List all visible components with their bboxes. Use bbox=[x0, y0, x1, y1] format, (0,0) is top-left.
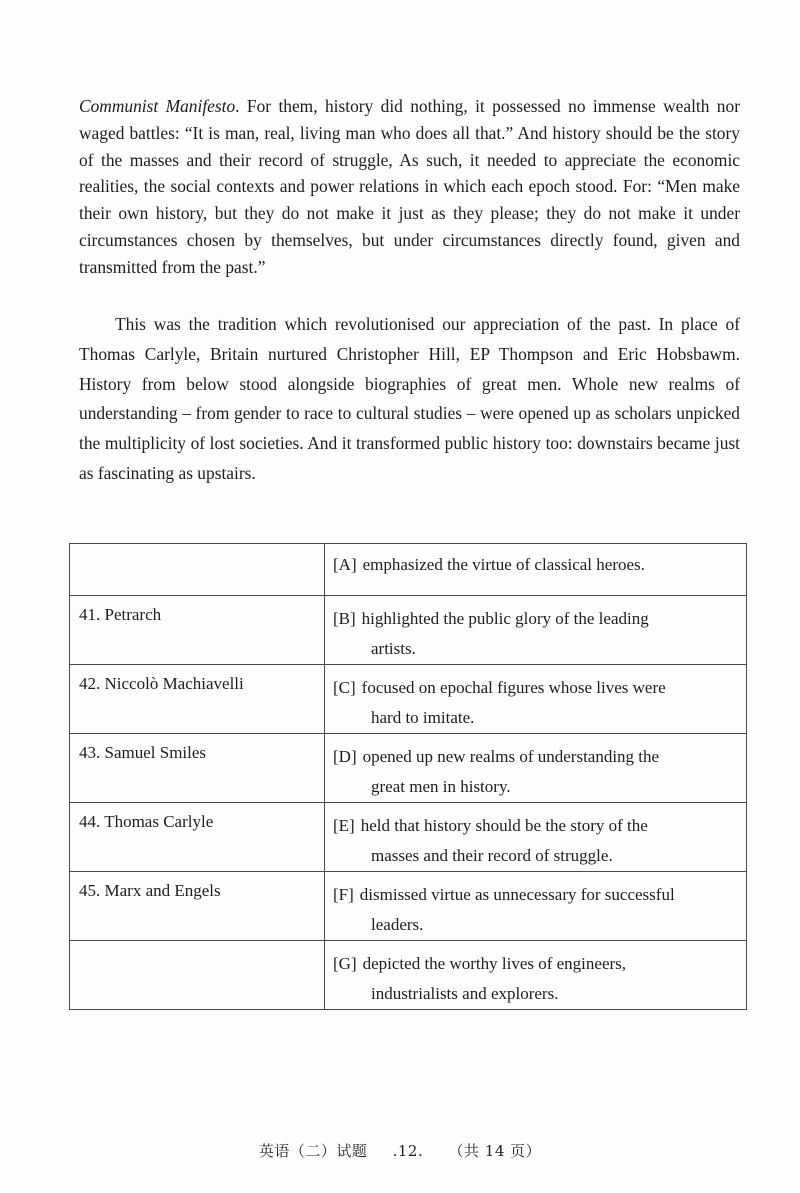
option-first-line bbox=[333, 673, 738, 703]
option-letter: [C] bbox=[333, 678, 356, 697]
person-name-cell bbox=[70, 941, 325, 1010]
person-name-cell: 43. Samuel Smiles bbox=[70, 734, 325, 803]
matching-table bbox=[69, 543, 747, 1010]
option-letter: [A] bbox=[333, 555, 357, 574]
option-text: dismissed virtue as unnecessary for successful bbox=[359, 885, 675, 904]
option-first-line bbox=[333, 949, 738, 979]
option-cell bbox=[325, 872, 747, 941]
table-row bbox=[70, 734, 747, 803]
option-continuation: hard to imitate. bbox=[371, 708, 475, 727]
option-cell bbox=[325, 544, 747, 596]
table-row bbox=[70, 665, 747, 734]
option-first-line bbox=[333, 550, 738, 580]
option-text: highlighted the public glory of the leading bbox=[361, 609, 649, 628]
option-first-line bbox=[333, 811, 738, 841]
option-text: focused on epochal figures whose lives were bbox=[361, 678, 666, 697]
footer-total-pages: （共 14 页） bbox=[448, 1142, 542, 1160]
option-letter: [G] bbox=[333, 954, 357, 973]
option-continuation: artists. bbox=[371, 639, 416, 658]
person-name-cell: 42. Niccolò Machiavelli bbox=[70, 665, 325, 734]
person-name-cell bbox=[70, 544, 325, 596]
option-cell bbox=[325, 665, 747, 734]
table-row bbox=[70, 872, 747, 941]
footer-page-number: .12. bbox=[392, 1142, 424, 1160]
option-cell bbox=[325, 941, 747, 1010]
option-text: opened up new realms of understanding the bbox=[362, 747, 660, 766]
option-continuation: leaders. bbox=[371, 915, 424, 934]
footer-subject: 英语（二）试题 bbox=[258, 1142, 368, 1160]
option-text: emphasized the virtue of classical heroes. bbox=[362, 555, 645, 574]
table-row bbox=[70, 941, 747, 1010]
option-letter: [B] bbox=[333, 609, 356, 628]
paragraph-2: This was the tradition which revolutionised our appreciation of the past. In place of Thomas Carlyle, Britain nurtured Christopher Hill, EP Thompson and Eric Hobsbawm. History from below stood alongside biographies of great men. Whole new realms of understanding – from gender to race to cultural studies – were opened up as scholars unpicked the multiplicity of lost societies. And it transformed public history too: downstairs became just as fascinating as upstairs. bbox=[79, 314, 740, 483]
option-continuation: masses and their record of struggle. bbox=[371, 846, 613, 865]
person-name-cell: 45. Marx and Engels bbox=[70, 872, 325, 941]
option-text: depicted the worthy lives of engineers, bbox=[362, 954, 627, 973]
option-cell bbox=[325, 803, 747, 872]
paragraph-1-italic-lead: Communist Manifesto bbox=[79, 96, 236, 116]
option-text: held that history should be the story of the bbox=[360, 816, 648, 835]
option-continuation: great men in history. bbox=[371, 777, 511, 796]
paragraph-1 bbox=[79, 93, 740, 281]
page-footer bbox=[0, 1140, 800, 1161]
person-name-cell: 44. Thomas Carlyle bbox=[70, 803, 325, 872]
option-letter: [F] bbox=[333, 885, 354, 904]
option-cell bbox=[325, 734, 747, 803]
table-row bbox=[70, 544, 747, 596]
option-continuation: industrialists and explorers. bbox=[371, 984, 559, 1003]
table-row bbox=[70, 596, 747, 665]
option-first-line bbox=[333, 742, 738, 772]
person-name-cell: 41. Petrarch bbox=[70, 596, 325, 665]
table-row bbox=[70, 803, 747, 872]
option-first-line bbox=[333, 880, 738, 910]
option-cell bbox=[325, 596, 747, 665]
paragraph-1-text: . For them, history did nothing, it possessed no immense wealth nor waged battles: “It is man, real, living man who does all that.” And history should be the story of the masses and their record of struggle, As such, it needed to appreciate the economic realities, the social contexts and power relations in which each epoch stood. For: “Men make their own history, but they do not make it just as they please; they do not make it under circumstances chosen by themselves, but under circumstances directly found, given and transmitted from the past.” bbox=[79, 96, 740, 277]
option-first-line bbox=[333, 604, 738, 634]
option-letter: [D] bbox=[333, 747, 357, 766]
option-letter: [E] bbox=[333, 816, 355, 835]
